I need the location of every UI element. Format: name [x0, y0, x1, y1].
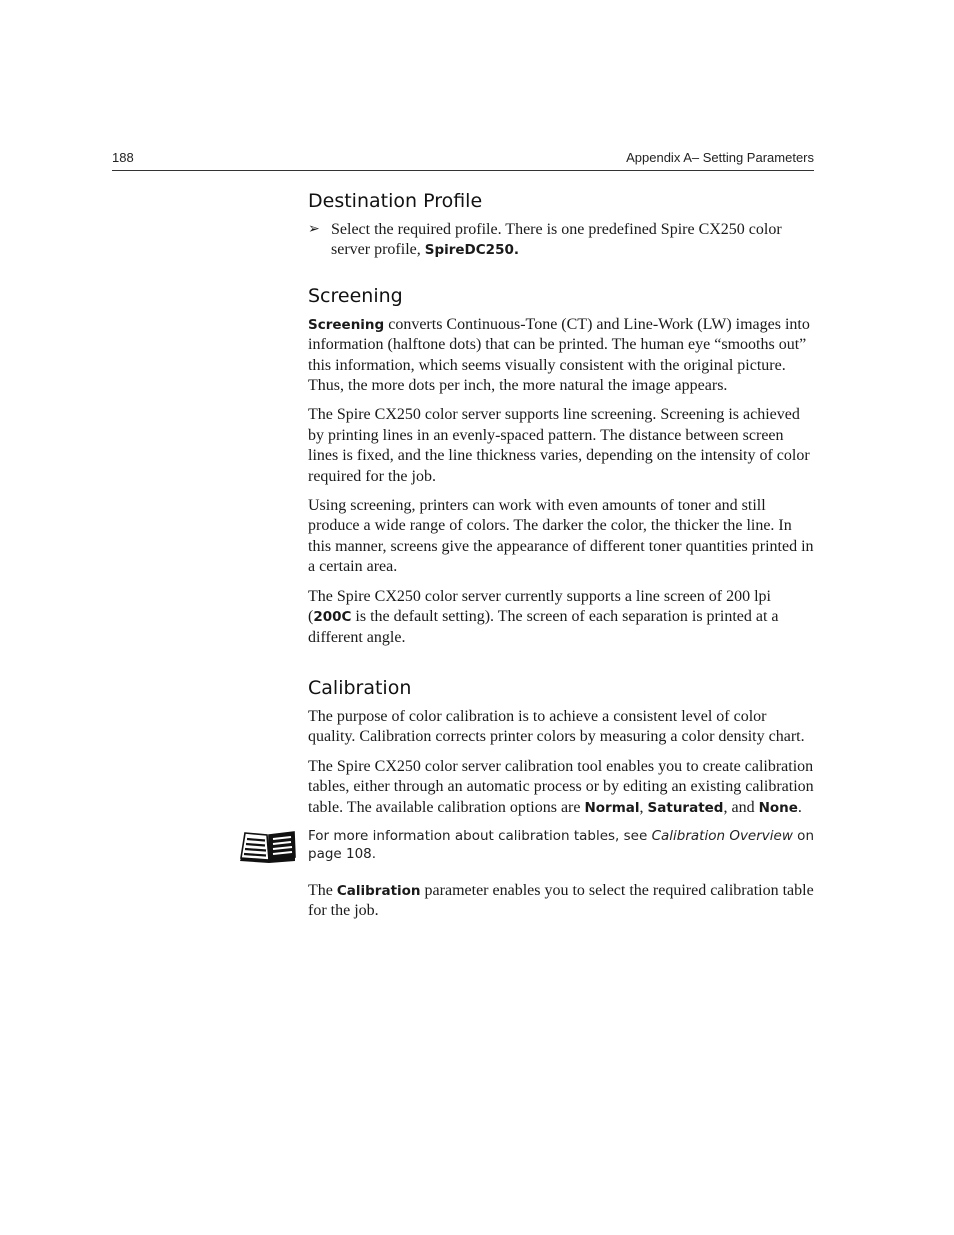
screening-paragraph-3: Using screening, printers can work with even amounts of toner and still produce a wide range of colors. The darker the color, the thicker the line. In this manner, screens give the appearance of different toner quantities printed in a certain area.: [308, 497, 814, 576]
heading-calibration: Calibration: [308, 676, 412, 699]
book-icon: [239, 829, 297, 863]
page-number: 188: [112, 150, 134, 165]
option-saturated: Saturated: [647, 799, 724, 816]
running-title: Appendix A– Setting Parameters: [626, 150, 814, 165]
screening-paragraph-1: Screening converts Continuous-Tone (CT) and Line-Work (LW) images into information (halftone dots) that can be printed. The human eye “smooths out” this information, which seems visually consistent with the original picture. Thus, the more dots per inch, the more natural the image appears.: [308, 315, 810, 395]
heading-destination-profile: Destination Profile: [308, 190, 483, 212]
profile-name: SpireDC250.: [424, 242, 519, 259]
arrow-bullet-icon: ➢: [308, 222, 320, 237]
option-normal: Normal: [584, 799, 640, 816]
note-block: [308, 827, 814, 863]
note-text: For more information about calibration tables, see Calibration Overview on page 108.: [308, 827, 814, 862]
bullet-select-profile: [308, 220, 814, 261]
calibration-paragraph-1: The purpose of color calibration is to achieve a consistent level of color quality. Calibration corrects printer colors by measuring a color density chart.: [308, 707, 805, 746]
calibration-paragraph-3: The Calibration parameter enables you to select the required calibration table for the job.: [308, 881, 814, 920]
running-header: [112, 148, 814, 171]
heading-screening: Screening: [308, 284, 403, 307]
screening-paragraph-2: The Spire CX250 color server supports line screening. Screening is achieved by printing lines in an evenly-spaced pattern. The distance between screen lines is fixed, and the line thickness varies, depending on the intensity of color required for the job.: [308, 406, 810, 485]
term-screening: Screening: [308, 316, 385, 333]
term-200c: 200C: [313, 609, 352, 626]
screening-paragraph-4: The Spire CX250 color server currently supports a line screen of 200 lpi (200C is the default setting). The screen of each separation is printed at a different angle.: [308, 587, 779, 646]
note-link-calibration-overview[interactable]: Calibration Overview: [651, 827, 793, 844]
bullet-text: Select the required profile. There is one predefined Spire CX250 color server profile,: [331, 221, 782, 259]
calibration-paragraph-2: The Spire CX250 color server calibration tool enables you to create calibration tables, either through an automatic process or by editing an existing calibration table. The available calibration options are Normal, Saturated, and None.: [308, 757, 814, 816]
page-content: [308, 188, 814, 931]
term-calibration: Calibration: [336, 882, 421, 899]
option-none: None: [758, 799, 798, 816]
